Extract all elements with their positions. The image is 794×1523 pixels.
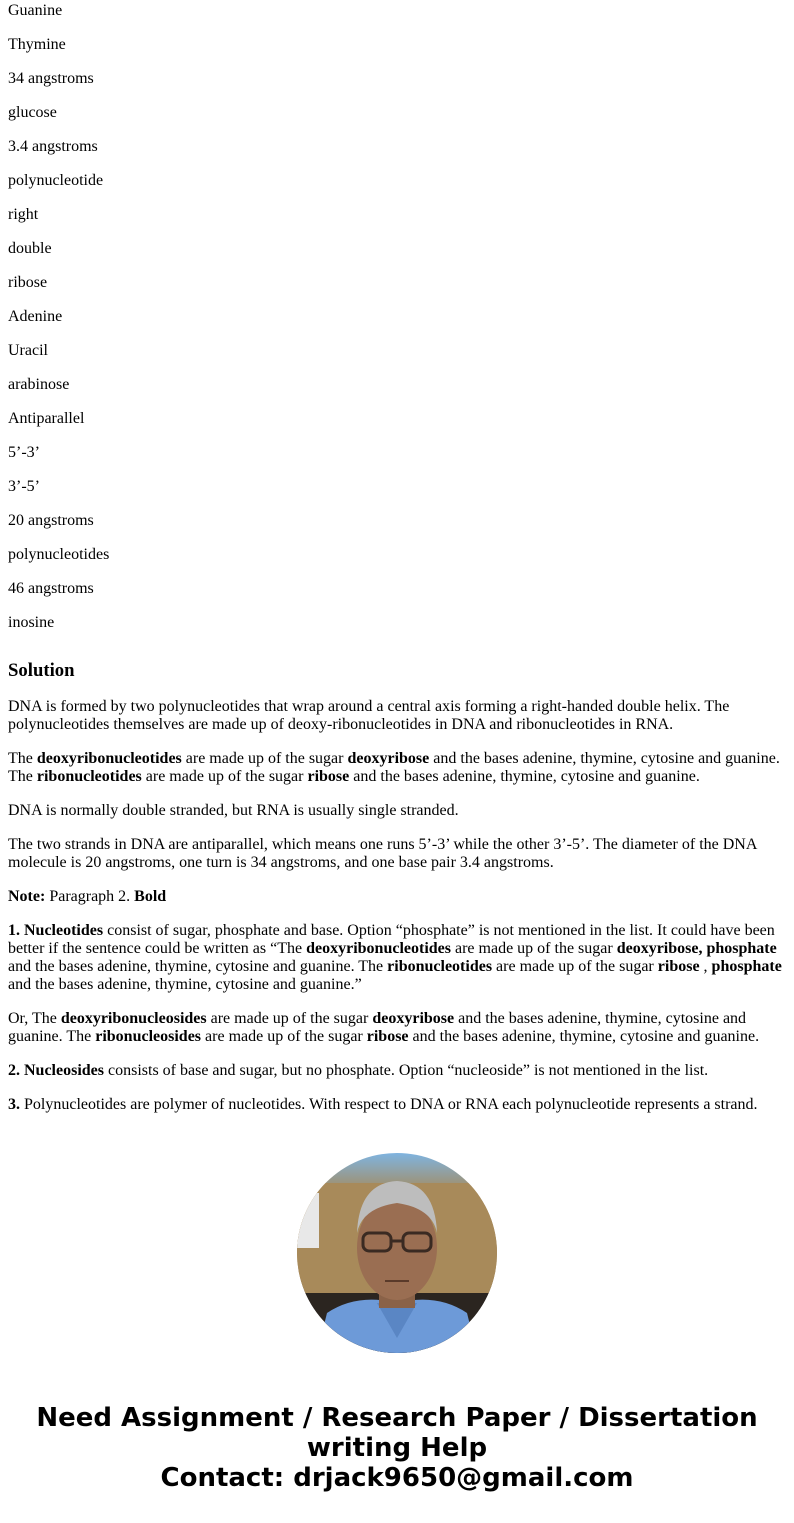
solution-paragraph-2 [8,750,786,786]
point-number: 1. Nucleotides [8,922,104,939]
text: are made up of the sugar [206,1010,373,1027]
text: are made up of the sugar [201,1028,367,1045]
text: are made up of the sugar [141,768,308,785]
option-item: Uracil [8,342,48,359]
option-item: Thymine [8,36,66,53]
option-item: ribose [8,274,48,291]
option-item: Guanine [8,2,63,19]
solution-paragraph-3: DNA is normally double stranded, but RNA is usually single stranded. [8,802,459,819]
bold-term: ribose [657,958,700,975]
bold-term: deoxyribose [347,750,430,767]
text: and the bases adenine, thymine, cytosine and guanine. The [8,750,780,785]
bold-term: ribonucleosides [95,1028,202,1045]
option-item: polynucleotide [8,172,104,189]
options-list [8,0,786,646]
text: Polynucleotides are polymer of nucleotides. With respect to DNA or RNA each polynucleotide represents a strand. [20,1096,758,1113]
bold-term: deoxyribonucleosides [60,1010,207,1027]
author-photo-icon [297,1153,497,1353]
text: Or, The [8,1010,61,1027]
bold-term: ribose [307,768,350,785]
text: and the bases adenine, thymine, cytosine and guanine. The [8,1010,747,1045]
option-item: inosine [8,614,55,631]
option-item: 46 angstroms [8,580,94,597]
option-item: right [8,206,39,223]
note-paragraph [8,888,786,906]
option-item: Antiparallel [8,410,85,427]
text: and the bases adenine, thymine, cytosine and guanine. [408,1028,760,1045]
bold-term: Bold [134,888,167,905]
point-number: 2. Nucleosides [8,1062,104,1079]
text: are made up of the sugar [492,958,658,975]
solution-paragraph-1: DNA is formed by two polynucleotides that wrap around a central axis forming a right-handed double helix. The polynucleotides themselves are made up of deoxy-ribonucleotides in DNA and ribonucleotides in RNA. [8,698,730,733]
option-item: Adenine [8,308,63,325]
option-item: arabinose [8,376,70,393]
bold-term: deoxyribonucleotides [36,750,182,767]
note-label: Note: [8,888,46,905]
text: Paragraph 2. [45,888,135,905]
option-item: 20 angstroms [8,512,94,529]
option-item: double [8,240,52,257]
text: are made up of the sugar [181,750,348,767]
option-item: glucose [8,104,57,121]
solution-paragraph-4: The two strands in DNA are antiparallel, which means one runs 5’-3’ while the other 3’-5’. The diameter of the DNA molecule is 20 angstroms, one turn is 34 angstroms, and one base pair 3.4 angstroms. [8,836,757,871]
option-item: 3.4 angstroms [8,138,98,155]
option-item: polynucleotides [8,546,110,563]
bold-term: phosphate [711,958,782,975]
option-item: 5’-3’ [8,444,40,461]
solution-heading: Solution [8,660,75,681]
bold-term: ribonucleotides [36,768,142,785]
text: are made up of the sugar [450,940,617,957]
point-2-paragraph [8,1062,786,1080]
alternative-paragraph [8,1010,786,1046]
bold-term: deoxyribose [372,1010,455,1027]
cta-line-1: Need Assignment / Research Paper / Dissertation [36,1403,758,1433]
text: and the bases adenine, thymine, cytosine and guanine. The [8,958,388,975]
text: , [699,958,712,975]
text: consists of base and sugar, but no phosphate. Option “nucleoside” is not mentioned in the list. [104,1062,709,1079]
contact-banner [0,1403,794,1493]
option-item: 3’-5’ [8,478,40,495]
text: and the bases adenine, thymine, cytosine and guanine.” [8,976,362,993]
cta-contact-email: Contact: drjack9650@gmail.com [160,1463,634,1493]
bold-term: deoxyribonucleotides [306,940,451,957]
bold-term: deoxyribose, phosphate [616,940,777,957]
text: and the bases adenine, thymine, cytosine and guanine. [349,768,700,785]
option-item: 34 angstroms [8,70,94,87]
text: The [8,750,37,767]
cta-line-2: writing Help [306,1433,488,1463]
point-3-paragraph [8,1096,786,1114]
bold-term: ribose [366,1028,409,1045]
point-1-paragraph [8,922,786,994]
bold-term: ribonucleotides [387,958,493,975]
author-avatar [297,1153,497,1353]
text: consist of sugar, phosphate and base. Option “phosphate” is not mentioned in the list. It could have been better if the sentence could be written as “The [8,922,775,957]
point-number: 3. [8,1096,20,1113]
